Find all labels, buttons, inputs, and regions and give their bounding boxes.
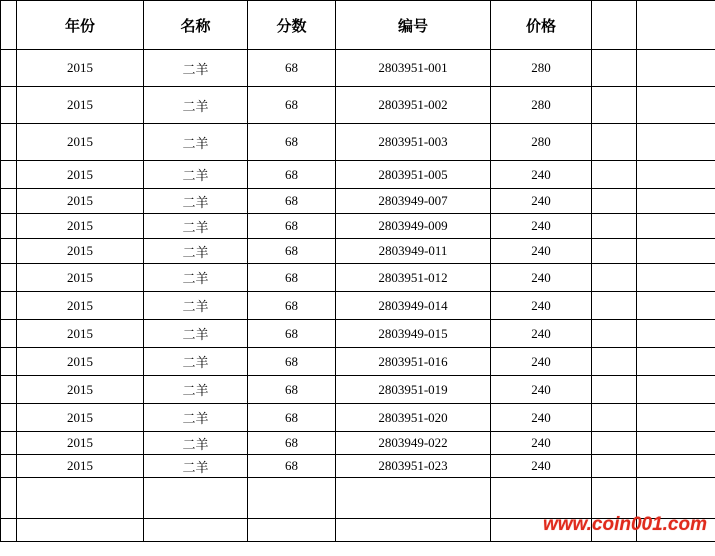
row-blank-7 <box>637 376 715 404</box>
site-watermark: www.coin001.com <box>542 514 707 535</box>
table-row <box>1 455 715 478</box>
row-blank-6 <box>592 214 637 239</box>
cell-name: 二羊 <box>144 264 248 292</box>
row-blank-7 <box>637 124 715 161</box>
table-row <box>1 189 715 214</box>
cell-code: 2803949-014 <box>336 292 491 320</box>
header-cell-name: 名称 <box>144 1 248 50</box>
cell-price: 280 <box>491 124 592 161</box>
table-row <box>1 124 715 161</box>
cell-score: 68 <box>248 348 336 376</box>
cell-year: 2015 <box>17 320 144 348</box>
row-blank-7 <box>637 189 715 214</box>
cell-name <box>144 519 248 542</box>
cell-code: 2803951-016 <box>336 348 491 376</box>
header-cell-year: 年份 <box>17 1 144 50</box>
cell-name: 二羊 <box>144 189 248 214</box>
row-blank-6 <box>592 455 637 478</box>
cell-score: 68 <box>248 50 336 87</box>
cell-price <box>491 478 592 519</box>
cell-year: 2015 <box>17 239 144 264</box>
cell-price: 240 <box>491 239 592 264</box>
row-blank-7 <box>637 161 715 189</box>
cell-year: 2015 <box>17 50 144 87</box>
cell-code: 2803949-022 <box>336 432 491 455</box>
cell-name: 二羊 <box>144 124 248 161</box>
cell-name: 二羊 <box>144 376 248 404</box>
cell-code <box>336 519 491 542</box>
cell-year: 2015 <box>17 292 144 320</box>
row-blank-left <box>1 264 17 292</box>
cell-price: 240 <box>491 320 592 348</box>
row-blank-7 <box>637 87 715 124</box>
row-blank-left <box>1 161 17 189</box>
cell-name: 二羊 <box>144 320 248 348</box>
row-blank-6 <box>592 161 637 189</box>
row-blank-7 <box>637 455 715 478</box>
cell-year <box>17 478 144 519</box>
table-row <box>1 404 715 432</box>
cell-year: 2015 <box>17 189 144 214</box>
row-blank-left <box>1 432 17 455</box>
cell-score: 68 <box>248 124 336 161</box>
cell-score: 68 <box>248 161 336 189</box>
row-blank-6 <box>592 292 637 320</box>
table-header-row <box>1 1 715 50</box>
row-blank-left <box>1 292 17 320</box>
row-blank-7 <box>637 348 715 376</box>
cell-year <box>17 519 144 542</box>
cell-price: 240 <box>491 404 592 432</box>
row-blank-6 <box>592 87 637 124</box>
cell-price: 240 <box>491 432 592 455</box>
cell-score: 68 <box>248 455 336 478</box>
cell-name: 二羊 <box>144 50 248 87</box>
cell-score: 68 <box>248 264 336 292</box>
cell-code: 2803951-001 <box>336 50 491 87</box>
cell-price: 240 <box>491 264 592 292</box>
header-cell-code: 编号 <box>336 1 491 50</box>
row-blank-6 <box>592 50 637 87</box>
cell-price: 240 <box>491 348 592 376</box>
cell-code <box>336 478 491 519</box>
cell-year: 2015 <box>17 455 144 478</box>
cell-price: 240 <box>491 189 592 214</box>
cell-code: 2803951-003 <box>336 124 491 161</box>
table-row <box>1 432 715 455</box>
cell-year: 2015 <box>17 404 144 432</box>
cell-code: 2803949-007 <box>336 189 491 214</box>
row-blank-6 <box>592 320 637 348</box>
header-cell-blank-left <box>1 1 17 50</box>
row-blank-left <box>1 124 17 161</box>
cell-code: 2803949-015 <box>336 320 491 348</box>
cell-price: 240 <box>491 292 592 320</box>
cell-year: 2015 <box>17 348 144 376</box>
cell-code: 2803951-012 <box>336 264 491 292</box>
row-blank-6 <box>592 376 637 404</box>
header-cell-price: 价格 <box>491 1 592 50</box>
cell-code: 2803951-002 <box>336 87 491 124</box>
cell-name: 二羊 <box>144 404 248 432</box>
cell-score: 68 <box>248 432 336 455</box>
row-blank-6 <box>592 404 637 432</box>
cell-year: 2015 <box>17 432 144 455</box>
table-row <box>1 214 715 239</box>
cell-code: 2803949-011 <box>336 239 491 264</box>
header-cell-score: 分数 <box>248 1 336 50</box>
table-row <box>1 320 715 348</box>
cell-price: 240 <box>491 455 592 478</box>
cell-code: 2803951-005 <box>336 161 491 189</box>
row-blank-left <box>1 189 17 214</box>
row-blank-6 <box>592 239 637 264</box>
row-blank-6 <box>592 478 637 519</box>
cell-code: 2803949-009 <box>336 214 491 239</box>
cell-price: 240 <box>491 161 592 189</box>
row-blank-7 <box>637 264 715 292</box>
cell-name: 二羊 <box>144 161 248 189</box>
row-blank-7 <box>637 478 715 519</box>
cell-score: 68 <box>248 404 336 432</box>
cell-score: 68 <box>248 239 336 264</box>
cell-name <box>144 478 248 519</box>
cell-code: 2803951-023 <box>336 455 491 478</box>
cell-price: 240 <box>491 214 592 239</box>
table-row <box>1 264 715 292</box>
row-blank-6 <box>592 432 637 455</box>
cell-code: 2803951-020 <box>336 404 491 432</box>
header-cell-blank-7 <box>637 1 715 50</box>
cell-score: 68 <box>248 376 336 404</box>
row-blank-7 <box>637 292 715 320</box>
row-blank-left <box>1 87 17 124</box>
row-blank-7 <box>637 50 715 87</box>
table-row <box>1 50 715 87</box>
cell-score: 68 <box>248 214 336 239</box>
row-blank-7 <box>637 432 715 455</box>
table-row <box>1 87 715 124</box>
table-row-empty <box>1 478 715 519</box>
table-row <box>1 239 715 264</box>
row-blank-left <box>1 519 17 542</box>
cell-score: 68 <box>248 87 336 124</box>
row-blank-left <box>1 404 17 432</box>
cell-name: 二羊 <box>144 455 248 478</box>
row-blank-6 <box>592 348 637 376</box>
row-blank-7 <box>637 519 715 542</box>
row-blank-6 <box>592 519 637 542</box>
cell-year: 2015 <box>17 124 144 161</box>
row-blank-left <box>1 348 17 376</box>
table-row <box>1 161 715 189</box>
row-blank-left <box>1 478 17 519</box>
cell-score: 68 <box>248 292 336 320</box>
row-blank-7 <box>637 404 715 432</box>
cell-name: 二羊 <box>144 214 248 239</box>
row-blank-left <box>1 50 17 87</box>
cell-name: 二羊 <box>144 432 248 455</box>
row-blank-left <box>1 376 17 404</box>
cell-year: 2015 <box>17 264 144 292</box>
table-row <box>1 348 715 376</box>
cell-score <box>248 519 336 542</box>
table-row <box>1 292 715 320</box>
cell-name: 二羊 <box>144 87 248 124</box>
row-blank-6 <box>592 124 637 161</box>
cell-price: 240 <box>491 376 592 404</box>
table-row-empty <box>1 519 715 542</box>
row-blank-left <box>1 239 17 264</box>
row-blank-7 <box>637 239 715 264</box>
cell-year: 2015 <box>17 161 144 189</box>
cell-score: 68 <box>248 189 336 214</box>
row-blank-left <box>1 455 17 478</box>
header-cell-blank-6 <box>592 1 637 50</box>
cell-name: 二羊 <box>144 348 248 376</box>
row-blank-7 <box>637 320 715 348</box>
cell-year: 2015 <box>17 376 144 404</box>
cell-price <box>491 519 592 542</box>
cell-code: 2803951-019 <box>336 376 491 404</box>
cell-price: 280 <box>491 87 592 124</box>
cell-price: 280 <box>491 50 592 87</box>
cell-year: 2015 <box>17 214 144 239</box>
row-blank-6 <box>592 189 637 214</box>
cell-score: 68 <box>248 320 336 348</box>
row-blank-left <box>1 214 17 239</box>
table-row <box>1 376 715 404</box>
row-blank-7 <box>637 214 715 239</box>
cell-year: 2015 <box>17 87 144 124</box>
row-blank-left <box>1 320 17 348</box>
cell-name: 二羊 <box>144 239 248 264</box>
cell-name: 二羊 <box>144 292 248 320</box>
cell-score <box>248 478 336 519</box>
row-blank-6 <box>592 264 637 292</box>
